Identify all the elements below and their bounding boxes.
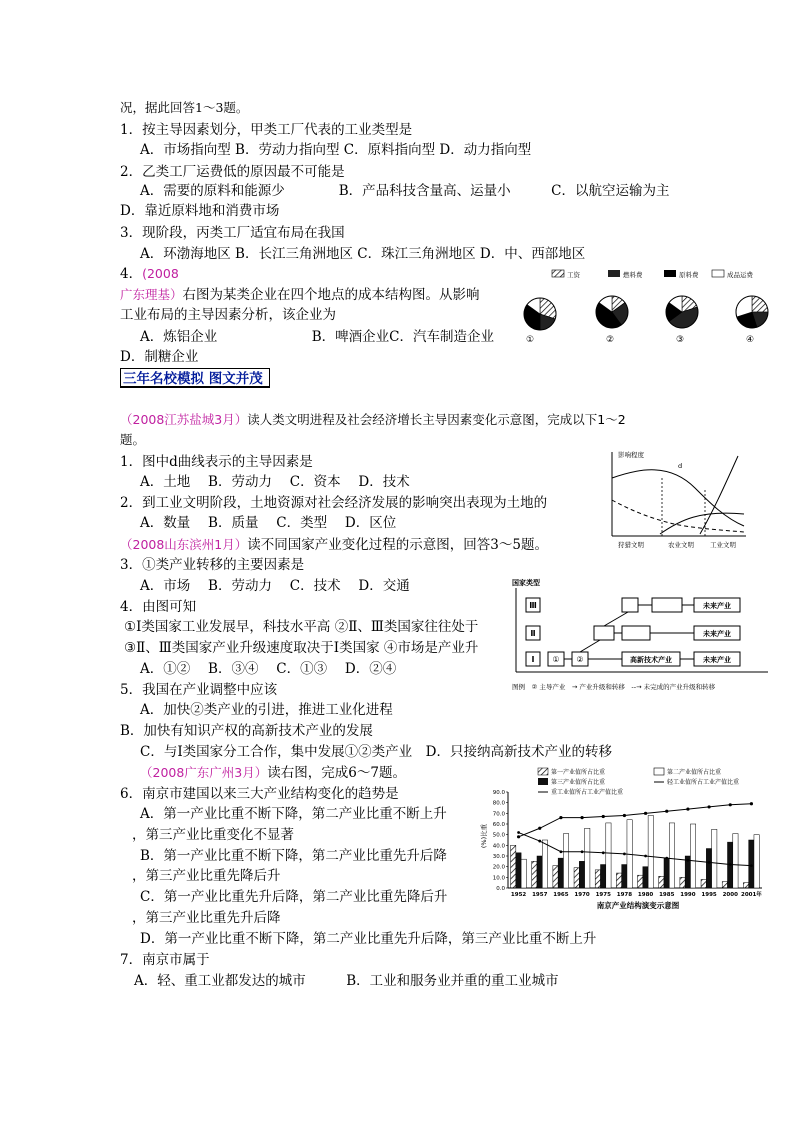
bar	[585, 828, 590, 888]
stage-hunting: 狩猎文明	[618, 541, 644, 549]
line-point	[580, 816, 583, 819]
bar	[669, 823, 674, 888]
bar	[733, 834, 738, 888]
section-intro-cont: 题。	[120, 432, 146, 447]
circle-1: ①	[552, 655, 560, 664]
bar	[511, 845, 516, 888]
q6-option-c: C．第一产业比重先升后降，第二产业比重先降后升	[140, 889, 448, 905]
bar	[701, 879, 706, 888]
line-point	[708, 861, 711, 864]
question-2-options: A．需要的原料和能源少 B．产品科技含量高、运量小 C．以航空运输为主	[140, 183, 670, 199]
bar	[542, 840, 547, 888]
question-2-option-d: D．靠近原料地和消费市场	[120, 203, 280, 219]
q7-options: A．轻、重工业都发达的城市 B．工业和服务业并重的重工业城市	[134, 973, 559, 989]
line-point	[686, 807, 689, 810]
legend-primary: 第一产业值所占比重	[551, 769, 606, 776]
y-tick-label: 70.0	[492, 811, 505, 818]
bar	[648, 815, 653, 888]
binzhou-intro: 读不同国家产业变化过程的示意图，回答3～5题。	[247, 537, 548, 553]
line-point	[729, 863, 732, 866]
q6-option-a: A．第一产业比重不断下降，第二产业比重不断上升	[140, 806, 447, 822]
line-point	[623, 852, 626, 855]
bar	[712, 829, 717, 888]
bar	[622, 865, 627, 888]
line-point	[729, 803, 732, 806]
source-yancheng	[120, 410, 626, 430]
future-3: 未来产业	[703, 602, 731, 610]
line-point	[644, 855, 647, 858]
future-1: 未来产业	[703, 656, 731, 664]
bar	[521, 859, 526, 888]
source-tag: 广东理基）	[120, 287, 183, 302]
legend-material: 原料费	[679, 271, 699, 279]
pie-label-3: ③	[675, 335, 685, 344]
q4-stem: 右图为某类企业在四个地点的成本结构图。从影响	[182, 287, 480, 303]
y-tick-label: 40.0	[492, 843, 505, 850]
q4-industry-options: A．①② B．③④ C．①③ D．②④	[140, 661, 397, 677]
bar	[595, 870, 600, 888]
q1-curve-options: A．土地 B．劳动力 C．资本 D．技术	[140, 474, 410, 490]
q6-option-d: D．第一产业比重不断下降，第二产业比重先升后降，第三产业比重不断上升	[140, 931, 597, 947]
bar	[537, 856, 542, 888]
q4-num: 4．	[120, 266, 143, 282]
line-point	[581, 850, 584, 853]
q3-industry-options: A．市场 B．劳动力 C．技术 D．交通	[140, 578, 410, 594]
bar	[600, 865, 605, 888]
q6-option-c-cont: ，第三产业比重先升后降	[132, 910, 281, 926]
x-tick-label: 1978	[616, 892, 633, 898]
industry-legend: 图例 ② 主导产业 → 产业升级和转移 --→ 未完成的产业升级和转移	[512, 683, 716, 691]
q4-industry-s1: ①I类国家工业发展早，科技水平高 ②Ⅱ、Ⅲ类国家往往处于	[124, 619, 479, 635]
q4-industry-s2: ③Ⅱ、Ⅲ类国家产业升级速度取决于I类国家 ④市场是产业升	[124, 640, 479, 656]
x-tick-label: 1980	[637, 892, 654, 898]
bar	[516, 853, 521, 888]
line-point	[560, 850, 563, 853]
q6-option-b-cont: ，第三产业比重先降后升	[132, 868, 281, 884]
section-intro: 读人类文明进程及社会经济增长主导因素变化示意图，完成以下1～2	[247, 412, 626, 427]
q5-option-a: A．加快②类产业的引进，推进工业化进程	[140, 702, 393, 718]
x-tick-label: 1965	[553, 892, 569, 898]
line-point	[538, 827, 541, 830]
x-tick-label: 1975	[595, 892, 611, 898]
question-4-stem-cont: 工业布局的主导因素分析，该企业为	[120, 307, 336, 323]
circle-2: ②	[576, 655, 584, 664]
y-tick-label: 50.0	[492, 832, 505, 839]
q5-option-cd: C．与I类国家分工合作，集中发展①②类产业 D．只接纳高新技术产业的转移	[140, 744, 612, 760]
q6-option-a-cont: ，第三产业比重变化不显著	[132, 827, 294, 843]
question-2: 2．乙类工厂运费低的原因最不可能是	[120, 164, 345, 180]
section-banner: 三年名校模拟 图文并茂	[120, 368, 270, 388]
legend-swatch-transport	[712, 270, 724, 277]
x-tick-label: 1952	[510, 892, 527, 898]
question-4-option-d: D．制糖企业	[120, 349, 199, 365]
y-tick-label: 60.0	[492, 822, 505, 828]
legend-swatch-fuel	[608, 270, 620, 277]
legend-fuel: 燃料费	[623, 271, 643, 279]
bar	[638, 875, 643, 888]
q2-curve: 2．到工业文明阶段，土地资源对社会经济发展的影响突出表现为土地的	[120, 495, 548, 511]
bar	[532, 861, 537, 888]
nanjing-chart	[478, 764, 770, 912]
x-tick-label: 2001年	[741, 892, 762, 898]
source-guangzhou-line	[140, 763, 406, 783]
source-tag: (2008	[142, 266, 179, 281]
bar	[722, 882, 727, 888]
y-tick-label: 90.0	[492, 790, 505, 796]
bar	[680, 877, 685, 888]
bar	[563, 834, 568, 888]
line-point	[517, 835, 520, 838]
q7-nanjing: 7．南京市属于	[120, 952, 210, 968]
line-point	[687, 859, 690, 862]
guangzhou-intro: 读右图，完成6～7题。	[267, 765, 406, 781]
legend-wage: 工资	[567, 271, 580, 279]
pie-label-2: ②	[605, 335, 615, 344]
bar	[749, 840, 754, 888]
question-3-options: A．环渤海地区 B．长江三角洲地区 C．珠江三角洲地区 D．中、西部地区	[140, 246, 586, 262]
future-2: 未来产业	[703, 630, 731, 638]
row-label-3: Ⅲ	[529, 601, 537, 610]
line-point	[707, 805, 710, 808]
bar	[659, 876, 664, 888]
source-tag: （2008广东广州3月）	[140, 765, 268, 780]
y-tick-label: 30.0	[492, 854, 505, 860]
row-label-1: I	[531, 655, 535, 664]
line-point	[750, 802, 753, 805]
q2-curve-options: A．数量 B．质量 C．类型 D．区位	[140, 515, 397, 531]
line-point	[538, 840, 541, 843]
curve-ylabel: 影响程度	[618, 451, 644, 459]
source-tag: （2008山东滨州1月）	[120, 537, 248, 552]
bar	[664, 858, 669, 888]
q5-industry: 5．我国在产业调整中应该	[120, 682, 278, 698]
text-line: 况，据此回答1～3题。	[120, 100, 249, 115]
y-tick-label: 10.0	[492, 875, 505, 882]
question-4-options: A．炼铝企业 B．啤酒企业C．汽车制造企业	[140, 329, 494, 345]
line-point	[517, 831, 520, 834]
legend-light: 轻工业值所占工业产值比重	[667, 779, 740, 786]
bar	[553, 866, 558, 888]
x-tick-label: 1985	[659, 892, 675, 898]
line-point	[665, 810, 668, 813]
x-tick-label: 1970	[574, 892, 590, 898]
legend-heavy: 重工业值所占工业产值比重	[551, 789, 624, 796]
x-tick-label: 1957	[532, 892, 548, 898]
x-tick-label: 1990	[680, 892, 696, 898]
y-tick-label: 0.0	[496, 886, 505, 892]
line-point	[602, 851, 605, 854]
legend-swatch-material	[664, 270, 676, 277]
legend-swatch-wage	[552, 270, 564, 277]
line-point	[602, 815, 605, 818]
stage-agri: 农业文明	[668, 541, 694, 549]
question-4-stem	[120, 285, 480, 305]
y-tick-label: 80.0	[492, 800, 505, 807]
legend-secondary: 第二产业值所占比重	[667, 769, 722, 776]
curve-figure	[600, 448, 748, 554]
x-tick-label: 2000	[722, 892, 738, 898]
x-tick-label: 1995	[701, 892, 717, 898]
q5-option-b: B．加快有知识产权的高新技术产业的发展	[120, 723, 373, 739]
bar	[616, 873, 621, 888]
curve-d-label: d	[678, 462, 683, 470]
row-label-2: Ⅱ	[530, 629, 536, 638]
line-point	[644, 812, 647, 815]
line-point	[665, 857, 668, 860]
legend-tertiary: 第三产业值所占比重	[551, 779, 606, 786]
bar	[606, 823, 611, 888]
bar	[743, 883, 748, 888]
q3-industry: 3．①类产业转移的主要因素是	[120, 557, 305, 573]
nanjing-title: 南京产业结构演变示意图	[596, 901, 680, 910]
question-3: 3．现阶段，丙类工厂适宜布局在我国	[120, 225, 345, 241]
pie-label-4: ④	[745, 335, 755, 344]
industry-diagram	[510, 576, 772, 694]
q6-option-b: B．第一产业比重不断下降，第二产业比重先升后降	[140, 848, 447, 864]
q1-curve: 1．图中d曲线表示的主导因素是	[120, 454, 313, 470]
stage-industry: 工业文明	[710, 541, 736, 549]
bar	[643, 867, 648, 888]
q4-industry: 4．由图可知	[120, 599, 197, 615]
industry-ylabel: 国家类型	[512, 579, 540, 587]
nanjing-ylabel: (%)比重	[480, 823, 488, 849]
bar	[574, 868, 579, 888]
q6-nanjing: 6．南京市建国以来三大产业结构变化的趋势是	[120, 786, 399, 802]
line-point	[623, 814, 626, 817]
pie-label-1: ①	[525, 335, 535, 344]
bar	[579, 861, 584, 888]
line-point	[559, 816, 562, 819]
bar	[754, 835, 759, 888]
question-4-number	[120, 264, 179, 284]
bar	[690, 824, 695, 888]
bar	[558, 858, 563, 888]
question-1-options: A．市场指向型 B．劳动力指向型 C．原料指向型 D．动力指向型	[140, 142, 532, 158]
source-binzhou-line	[120, 535, 548, 555]
source-tag: （2008江苏盐城3月）	[120, 412, 248, 427]
pie-chart-figure	[512, 268, 770, 344]
hightech-box: 高新技术产业	[630, 656, 672, 664]
y-tick-label: 20.0	[492, 864, 505, 871]
legend-transport: 成品运费	[727, 271, 753, 279]
bar	[706, 849, 711, 888]
line-point	[750, 864, 753, 867]
question-1: 1．按主导因素划分，甲类工厂代表的工业类型是	[120, 122, 413, 138]
